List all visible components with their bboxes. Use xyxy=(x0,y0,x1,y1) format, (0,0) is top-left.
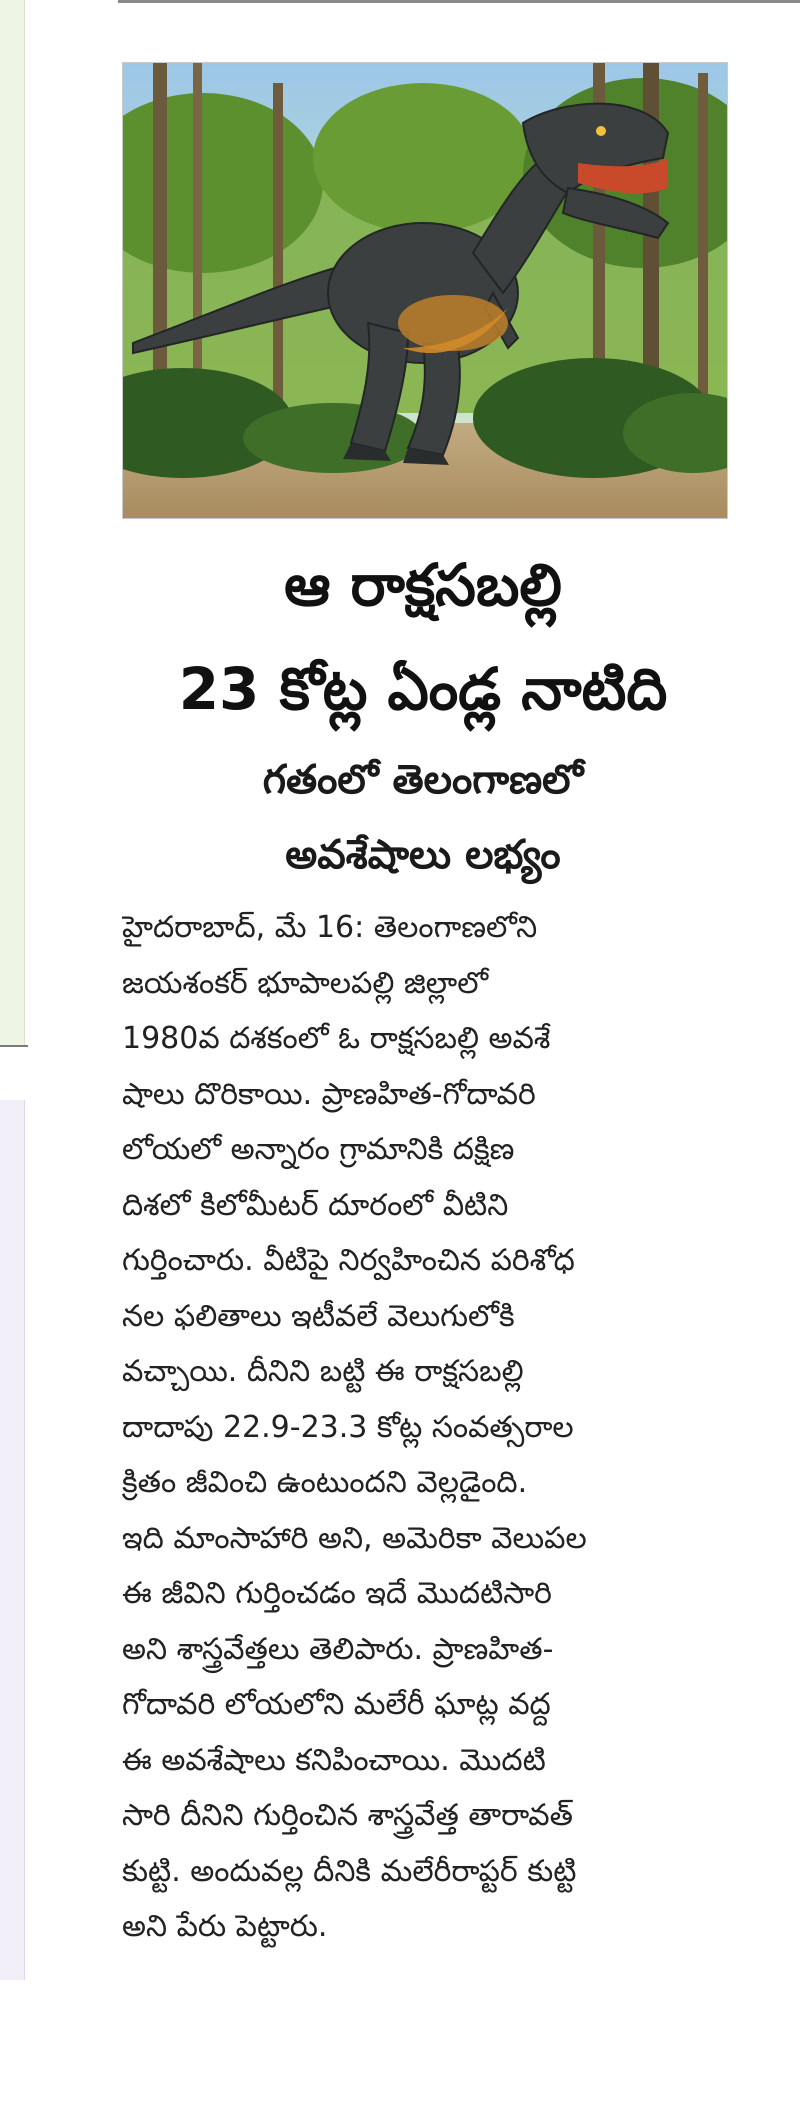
subheadline-line-2: అవశేషాలు లభ్యం xyxy=(285,832,561,878)
body-line: జయశంకర్ భూపాలపల్లి జిల్లాలో xyxy=(122,965,489,1001)
adjacent-column-strip-bottom xyxy=(0,1100,25,1980)
body-line: ఈ అవశేషాలు కనిపించాయి. మొదటి xyxy=(122,1742,546,1778)
body-line: కుట్టి. అందువల్ల దీనికి మలేరీరాప్టర్ కుట్టి xyxy=(122,1853,577,1889)
body-line: 1980వ దశకంలో ఓ రాక్షసబల్లి అవశే xyxy=(122,1021,551,1056)
subheadline-line-1: గతంలో తెలంగాణలో xyxy=(262,757,584,803)
body-line: షాలు దొరికాయి. ప్రాణహిత-గోదావరి xyxy=(122,1076,536,1112)
body-line: సారి దీనిని గుర్తించిన శాస్త్రవేత్త తారావత్ xyxy=(122,1798,573,1833)
top-divider xyxy=(118,0,800,3)
dinosaur-photo xyxy=(122,62,728,519)
body-line: నల ఫలితాలు ఇటీవలే వెలుగులోకి xyxy=(122,1298,515,1334)
headline-line-1: ఆ రాక్షసబల్లి xyxy=(284,551,562,619)
body-line: ఈ జీవిని గుర్తించడం ఇదే మొదటిసారి xyxy=(122,1576,552,1611)
body-line: దాదాపు 22.9-23.3 కోట్ల సంవత్సరాల xyxy=(122,1409,574,1445)
body-line: హైదరాబాద్, మే 16: తెలంగాణలోని xyxy=(122,910,538,945)
body-line: దిశలో కిలోమీటర్ దూరంలో వీటిని xyxy=(122,1187,509,1223)
article-body xyxy=(122,900,727,1955)
headline-line-2: 23 కోట్ల ఏండ్ల నాటిది xyxy=(178,655,668,723)
body-line: అని శాస్త్రవేత్తలు తెలిపారు. ప్రాణహిత- xyxy=(122,1631,554,1667)
adjacent-column-strip-top xyxy=(0,0,25,1045)
body-line: గుర్తించారు. వీటిపై నిర్వహించిన పరిశోధ xyxy=(122,1243,575,1278)
body-line: లోయలో అన్నారం గ్రామానికి దక్షిణ xyxy=(122,1132,515,1167)
body-line: అని పేరు పెట్టారు. xyxy=(122,1909,328,1944)
body-line: వచ్చాయి. దీనిని బట్టి ఈ రాక్షసబల్లి xyxy=(122,1354,524,1389)
adjacent-column-rule xyxy=(0,1045,28,1047)
body-line: గోదావరి లోయలోని మలేరీ ఘాట్ల వద్ద xyxy=(122,1687,551,1722)
body-line: ఇది మాంసాహారి అని, అమెరికా వెలుపల xyxy=(122,1520,587,1556)
dinosaur-illustration xyxy=(123,63,727,518)
body-line: క్రితం జీవించి ఉంటుందని వెల్లడైంది. xyxy=(122,1465,528,1500)
